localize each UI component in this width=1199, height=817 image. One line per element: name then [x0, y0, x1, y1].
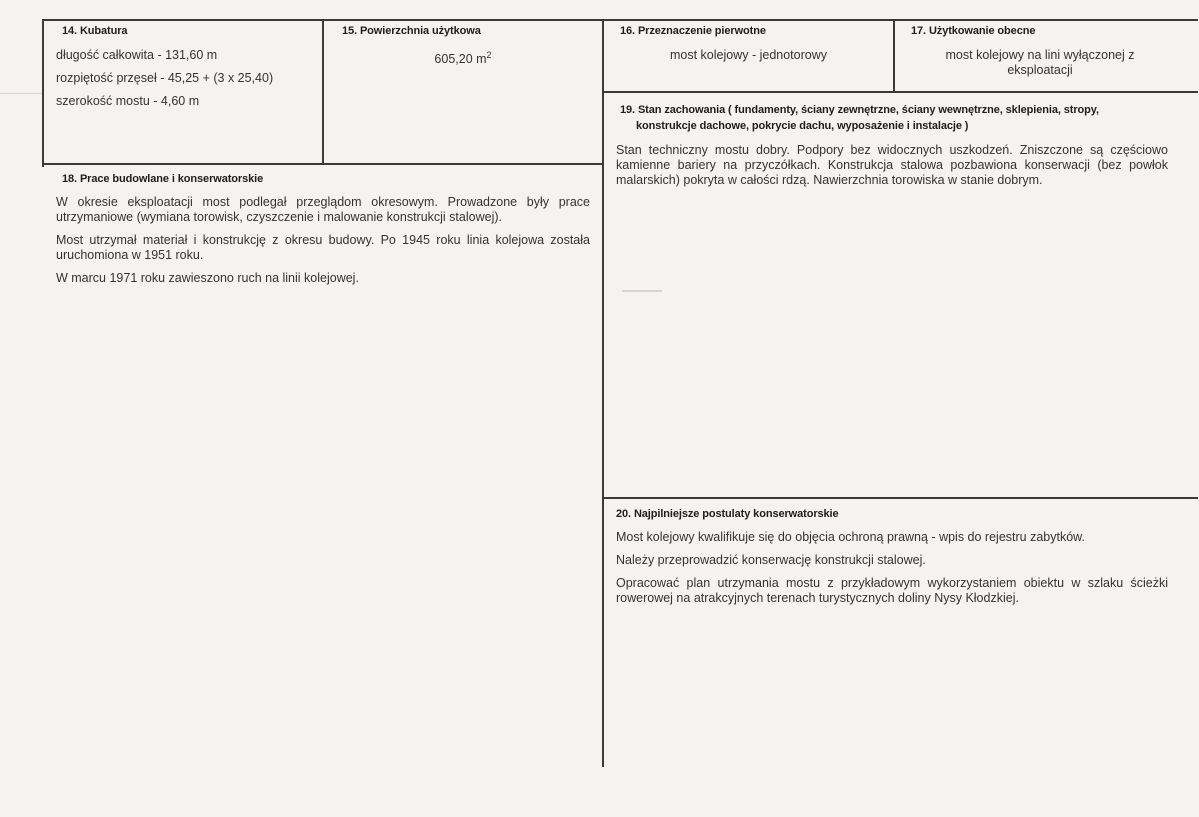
center-divider	[602, 19, 604, 767]
section-17-value: most kolejowy na lini wyłączonej z eksploatacji	[945, 48, 1135, 77]
section-19-text: Stan techniczny mostu dobry. Podpory bez widocznych uszkodzeń. Zniszczone są częściowo kamienne bariery na przyczółkach. Konstrukcja stalowa pozbawiona konserwacji (bez powłok malarskich) pokryta w całości rdzą. Nawierzchnia torowiska w stanie dobrym.	[616, 143, 1168, 187]
section-18-paragraph: W okresie eksploatacji most podlegał przeglądom okresowym. Prowadzone były prace utrzymaniowe (wymiana torowisk, czyszczenie i malowanie konstrukcji stalowej).	[56, 195, 590, 224]
section-17-title: 17. Użytkowanie obecne	[911, 25, 1036, 37]
section-16-value: most kolejowy - jednotorowy	[669, 48, 827, 62]
section-15-unit-sup: 2	[486, 50, 492, 60]
section-20-paragraph: Należy przeprowadzić konserwację konstrukcji stalowej.	[616, 553, 926, 567]
section-14-content	[56, 48, 318, 117]
section-15-value	[324, 48, 602, 67]
section-20-content	[616, 530, 1168, 614]
section-15-value-text: 605,20 m	[434, 52, 487, 67]
section-14-line: rozpiętość przęseł - 45,25 + (3 x 25,40)	[56, 71, 274, 85]
section-19-title-line1: 19. Stan zachowania ( fundamenty, ściany zewnętrzne, ściany wewnętrzne, sklepienia, stropy,	[620, 104, 1099, 116]
section-14-line: długość całkowita - 131,60 m	[56, 48, 218, 62]
section-18-content	[56, 195, 590, 294]
scan-smudge	[622, 290, 662, 292]
section-20-paragraph: Opracować plan utrzymania mostu z przykładowym wykorzystaniem obiektu w szlaku ścieżki rowerowej na atrakcyjnych terenach turystycznych doliny Nysy Kłodzkiej.	[616, 576, 1168, 605]
top-border	[42, 19, 1198, 21]
section-20-title: 20. Najpilniejsze postulaty konserwatorskie	[616, 508, 839, 520]
section-19-title-line2: konstrukcje dachowe, pokrycie dachu, wyposażenie i instalacje )	[636, 120, 969, 132]
left-border	[42, 19, 44, 167]
divider-16-17-bottom	[602, 91, 1198, 93]
scan-smudge	[0, 93, 42, 94]
section-20-paragraph: Most kolejowy kwalifikuje się do objęcia ochroną prawną - wpis do rejestru zabytków.	[616, 530, 1085, 544]
divider-14-15	[322, 19, 324, 165]
divider-top-18	[42, 163, 603, 165]
section-18-paragraph: Most utrzymał materiał i konstrukcję z okresu budowy. Po 1945 roku linia kolejowa została uruchomiona w 1951 roku.	[56, 233, 590, 262]
section-16-title: 16. Przeznaczenie pierwotne	[620, 25, 766, 37]
divider-16-17	[893, 19, 895, 91]
section-14-line: szerokość mostu - 4,60 m	[56, 94, 200, 108]
divider-top-20	[602, 497, 1198, 499]
section-18-paragraph: W marcu 1971 roku zawieszono ruch na linii kolejowej.	[56, 271, 359, 285]
section-14-title: 14. Kubatura	[62, 25, 128, 37]
section-15-title: 15. Powierzchnia użytkowa	[342, 25, 481, 37]
section-18-title: 18. Prace budowlane i konserwatorskie	[62, 173, 264, 185]
